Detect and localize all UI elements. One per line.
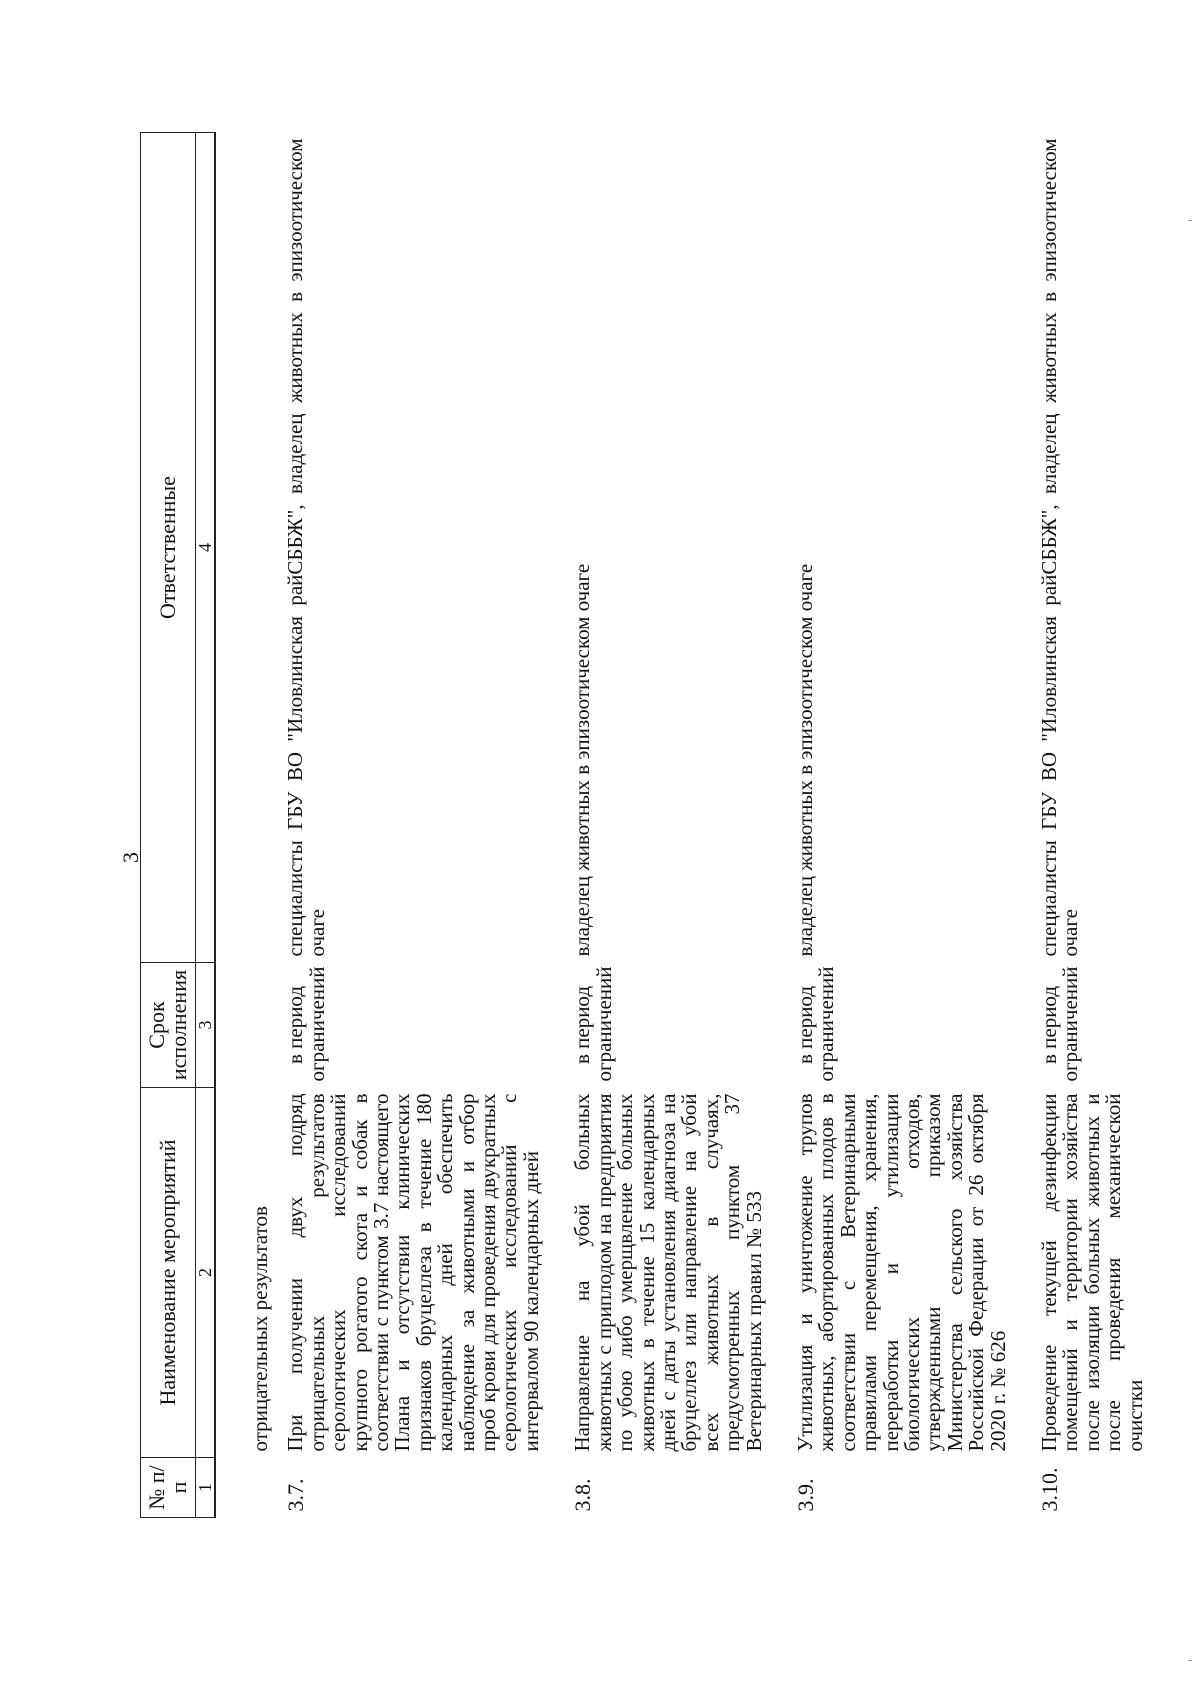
column-number: 2 xyxy=(196,1088,216,1458)
row-measure: Утилизация и уничтожение трупов животных, абортированных плодов в соответствии с Ветеринарными правилами перемещения, хранения, переработки и утилизации биологических отходов, утвержденными приказом Министерства сельского хозяйства Российской Федерации от 26 октября 2020 г. № 626 xyxy=(792,1093,1010,1452)
row-responsible: владелец животных в эпизоотическом очаге xyxy=(792,563,817,957)
table-header-row xyxy=(141,133,196,1518)
table-row xyxy=(215,133,285,1518)
document-page xyxy=(100,88,1147,1608)
column-number-row xyxy=(196,133,216,1518)
row-measure: Направление на убой больных животных с приплодом на предприятия по убою либо умерщвление больных животных в течение 15 календарных дней с даты установления диагноза на бруцеллез или направление на убой всех животных в случаях, предусмотренных пунктом 37 Ветеринарных правил № 533 xyxy=(570,1093,766,1452)
row-number: 3.8. xyxy=(570,1478,596,1512)
page-number: 3 xyxy=(118,852,143,863)
table-row xyxy=(285,133,572,1518)
column-number: 1 xyxy=(196,1458,216,1518)
row-term: в период ограничений xyxy=(1037,966,1083,1082)
table-row xyxy=(1039,133,1176,1518)
row-responsible: специалисты ГБУ ВО "Иловлинская райСББЖ", владелец животных в эпизоотическом очаге xyxy=(1037,138,1083,957)
row-number: 3.10. xyxy=(1037,1467,1062,1512)
header-number: № п/п xyxy=(141,1458,196,1518)
column-number: 3 xyxy=(196,963,216,1088)
row-measure: Проведение текущей дезинфекции помещений и территории хозяйства после изоляции больных животных и после проведения механической очистки xyxy=(1037,1093,1147,1452)
row-number: 3.9. xyxy=(792,1478,818,1512)
table-row xyxy=(572,133,795,1518)
row-term: в период ограничений xyxy=(792,966,839,1082)
scan-mark xyxy=(1188,220,1192,221)
column-number: 4 xyxy=(196,133,216,963)
measures-table xyxy=(140,132,1176,1518)
header-measures: Наименование мероприятий xyxy=(141,1088,196,1458)
header-term: Срок исполнения xyxy=(141,963,196,1088)
row-number: 3.7. xyxy=(283,1478,309,1512)
row-responsible: владелец животных в эпизоотическом очаге xyxy=(570,563,595,957)
header-responsible: Ответственные xyxy=(141,133,196,963)
row-measure: При получении двух подряд отрицательных результатов серологических исследований крупного рогатого скота и собак в соответствии с пунктом 3.7 настоящего Плана и отсутствии клинических признаков бруцеллеза в течение 180 календарных дней обеспечить наблюдение за животными и отбор проб крови для проведения двукратных серологических исследований с интервалом 90 календарных дней xyxy=(283,1093,543,1452)
scan-mark xyxy=(1188,1660,1192,1661)
table-row xyxy=(795,133,1039,1518)
row-term: в период ограничений xyxy=(283,966,329,1082)
continuation-text: отрицательных результатов xyxy=(248,1206,272,1452)
row-term: в период ограничений xyxy=(570,966,616,1082)
row-responsible: специалисты ГБУ ВО "Иловлинская райСББЖ", владелец животных в эпизоотическом очаге xyxy=(283,138,329,957)
